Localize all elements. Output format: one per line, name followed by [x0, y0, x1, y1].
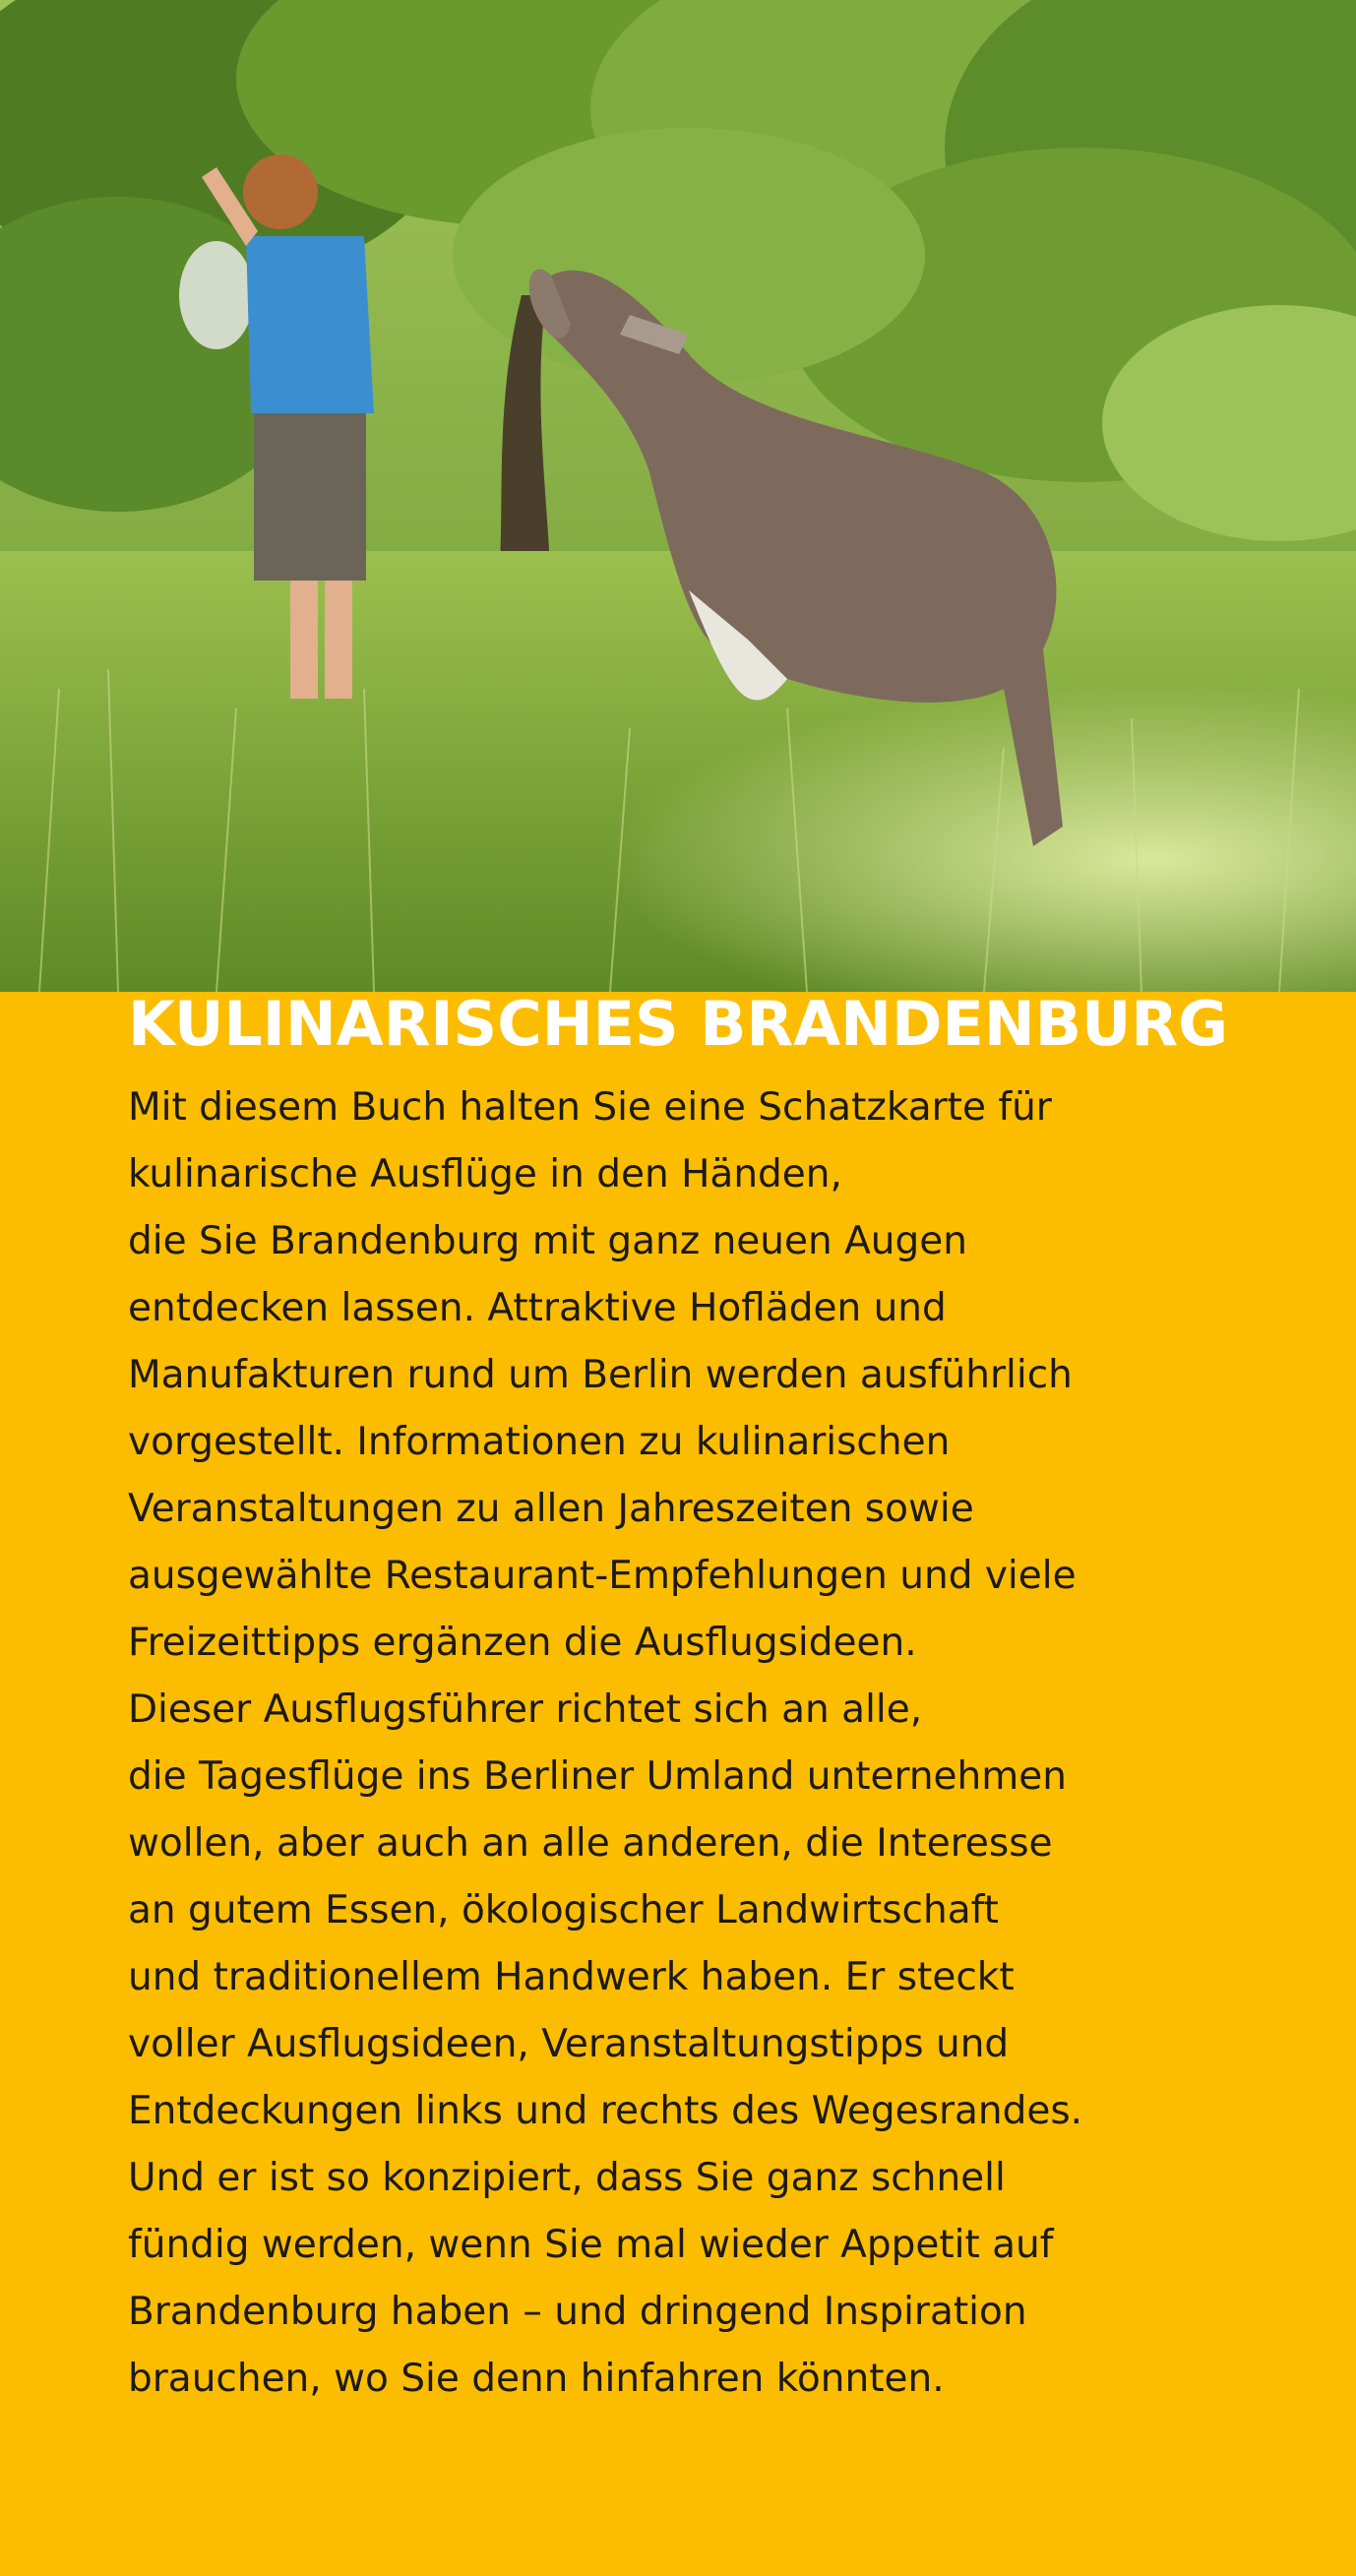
text-line: wollen, aber auch an alle anderen, die Interesse	[128, 1821, 1053, 1866]
text-line: Veranstaltungen zu allen Jahreszeiten sowie	[128, 1487, 974, 1531]
text-line: brauchen, wo Sie denn hinfahren könnten.	[128, 2357, 945, 2401]
text-line: ausgewählte Restaurant-Empfehlungen und viele	[128, 1554, 1077, 1598]
text-line: Mit diesem Buch halten Sie eine Schatzkarte für	[128, 1085, 1052, 1130]
text-line: Brandenburg haben – und dringend Inspiration	[128, 2290, 1027, 2334]
text-line: kulinarische Ausflüge in den Händen,	[128, 1152, 842, 1196]
text-line: entdecken lassen. Attraktive Hofläden und	[128, 1286, 947, 1330]
page-title: KULINARISCHES BRANDENBURG	[128, 988, 1228, 1060]
text-line: die Sie Brandenburg mit ganz neuen Augen	[128, 1219, 967, 1263]
meadow-scene-illustration	[0, 0, 1356, 992]
description-text	[128, 1074, 1289, 2413]
text-line: die Tagesflüge ins Berliner Umland unternehmen	[128, 1754, 1067, 1799]
text-line: Entdeckungen links und rechts des Wegesrandes.	[128, 2089, 1083, 2133]
cover-photo	[0, 0, 1356, 992]
text-line: fündig werden, wenn Sie mal wieder Appetit auf	[128, 2223, 1054, 2267]
text-line: an gutem Essen, ökologischer Landwirtschaft	[128, 1888, 999, 1932]
text-line: Freizeittipps ergänzen die Ausflugsideen.	[128, 1621, 917, 1665]
text-line: Und er ist so konzipiert, dass Sie ganz schnell	[128, 2156, 1006, 2200]
text-line: voller Ausflugsideen, Veranstaltungstipps und	[128, 2022, 1010, 2066]
text-line: und traditionellem Handwerk haben. Er steckt	[128, 1955, 1015, 1999]
text-line: vorgestellt. Informationen zu kulinarischen	[128, 1420, 951, 1464]
text-line: Manufakturen rund um Berlin werden ausführlich	[128, 1353, 1073, 1397]
text-line: Dieser Ausflugsführer richtet sich an alle,	[128, 1687, 923, 1732]
